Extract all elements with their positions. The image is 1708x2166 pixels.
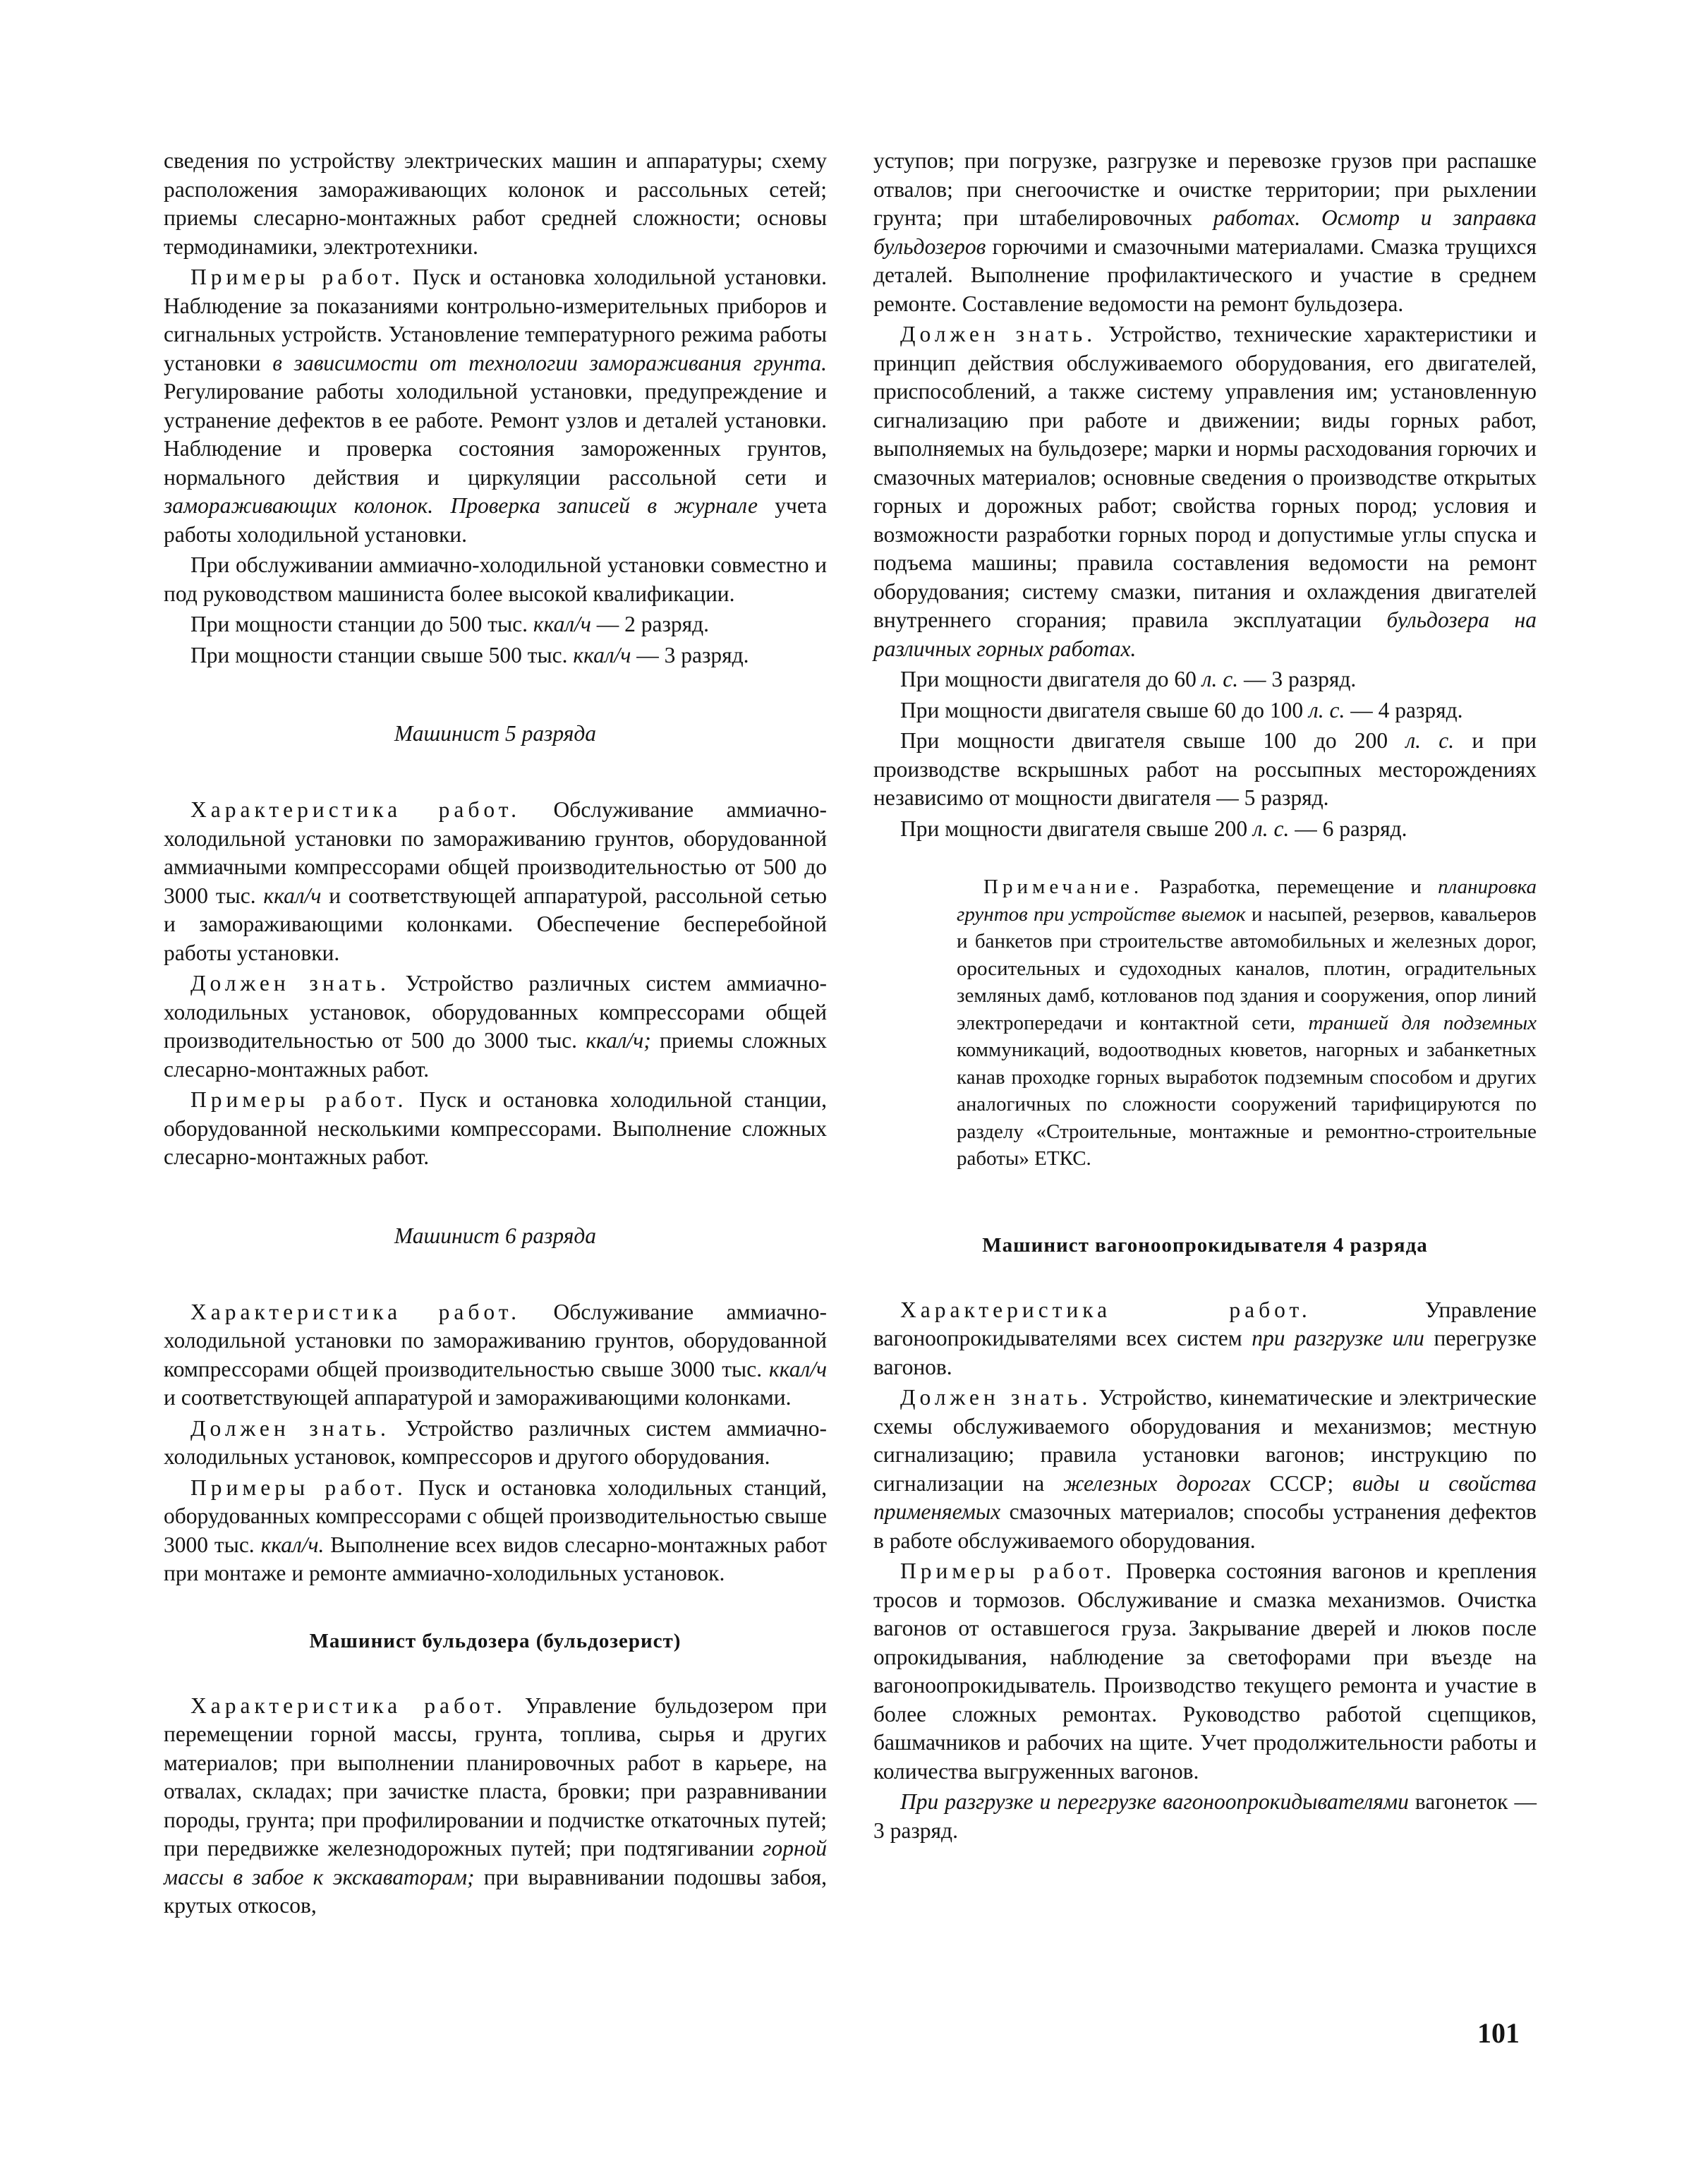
italic-text: железных дорогах <box>1063 1470 1251 1496</box>
paragraph <box>164 1474 827 1588</box>
paragraph <box>164 263 827 549</box>
lead-term: Примеры работ. <box>190 1087 408 1112</box>
lead-term: Характеристика работ. <box>190 797 521 822</box>
text: — 6 разряд. <box>1289 816 1407 841</box>
text: При мощности двигателя свыше 60 до 100 <box>900 697 1309 722</box>
unit: ккал/ч <box>573 642 631 667</box>
text: Регулирование работы холодильной установки, предупреждение и устранение дефектов в ее работе. Ремонт узлов и деталей установки. Наблюдение и проверка состояния замороженных грунтов, нормального действия и циркуляции рассольной сети и <box>164 379 827 490</box>
paragraph <box>164 969 827 1084</box>
unit: ккал/ч; <box>586 1028 651 1053</box>
unit: л. с. <box>1309 697 1345 722</box>
lead-term: Должен знать. <box>900 1385 1092 1410</box>
text: и насыпей, резервов, кавальеров и банкетов при строительстве автомобильных и железных дорог, оросительных и судоходных каналов, плотин, оградительных земляных дамб, котлованов под здания и сооружения, опор линий электропередачи и контактной сети, <box>957 902 1537 1034</box>
text: горючими и смазочными материалами. Смазка трущихся деталей. Выполнение профилактического и участие в среднем ремонте. Составление ведомости на ремонт бульдозера. <box>873 234 1537 316</box>
text: Устройство различных систем аммиачно-холодильных установок, компрессоров и другого оборудования. <box>164 1415 827 1469</box>
paragraph <box>164 1692 827 1920</box>
lead-term: Характеристика работ. <box>900 1297 1312 1322</box>
text: — 4 разряд. <box>1345 697 1463 722</box>
left-column <box>164 147 827 1923</box>
text: при выравнивании подошвы забоя, крутых откосов, <box>164 1864 827 1918</box>
text: Устройство, кинематические и электрические схемы обслуживаемого оборудования и механизмов; местную сигнализацию; правила установки вагонов; инструкцию по сигнализации на <box>873 1385 1537 1496</box>
text: При мощности станции до 500 тыс. <box>190 612 533 636</box>
text: Обслуживание аммиачно-холодильной установки по замораживанию грунтов, оборудованной аммиачными компрессорами общей производительностью от 500 до 3000 тыс. <box>164 797 827 908</box>
lead-term: Должен знать. <box>900 322 1097 346</box>
note-block <box>957 873 1537 1173</box>
lead-term: Должен знать. <box>190 971 390 996</box>
paragraph <box>164 796 827 967</box>
paragraph <box>164 641 827 670</box>
lead-term: Примеры работ. <box>900 1559 1116 1583</box>
text: и соответствующей аппаратурой, рассольной сетью и замораживающими колонками. Обеспечение бесперебойной работы установки. <box>164 883 827 965</box>
paragraph <box>164 1415 827 1472</box>
paragraph <box>873 1557 1537 1786</box>
unit: л. с. <box>1252 816 1290 841</box>
text: вагонеток — 3 разряд. <box>873 1789 1537 1843</box>
italic-text: в зависимости от технологии замораживания грунта. <box>272 350 828 375</box>
italic-text: бульдозера на различных горных работах. <box>873 607 1537 661</box>
section-heading: Машинист 6 разряда <box>394 1223 597 1248</box>
text: При мощности двигателя свыше 200 <box>900 816 1253 841</box>
paragraph <box>873 815 1537 844</box>
text: Устройство, технические характеристики и принцип действия обслуживаемого оборудования, его двигателей, приспособлений, а также систему управления им; установленную сигнализацию при работе и движении; виды горных работ, выполняемых на бульдозере; марки и нормы расходования горючих и смазочных материалов; основные сведения о производстве открытых горных и дорожных работ; свойства горных пород; условия и возможности разработки горных пород и допустимые углы спуска и подъема машины; правила составления ведомости на ремонт оборудования; систему смазки, питания и охлаждения двигателей внутреннего сгорания; правила эксплуатации <box>873 322 1537 632</box>
italic-text: траншей для подземных <box>1308 1011 1537 1034</box>
section-heading: Машинист вагоноопрокидывателя 4 разряда <box>982 1233 1428 1257</box>
unit: ккал/ч <box>769 1356 827 1381</box>
text: — 3 разряд. <box>1238 667 1357 691</box>
italic-text: работах. Осмотр и заправка бульдозеров <box>873 205 1537 259</box>
text: коммуникаций, водоотводных кюветов, нагорных и забанкетных канав проходке горных выработок подземным способом и других аналогичных по сложности сооружений тарифицируются по разделу «Строительные, монтажные и ремонтно-строительные работы» ЕТКС. <box>957 1039 1537 1170</box>
text: приемы сложных слесарно-монтажных работ. <box>164 1028 828 1082</box>
paragraph <box>873 320 1537 663</box>
paragraph <box>164 610 827 639</box>
lead-term: Характеристика работ. <box>190 1299 521 1324</box>
text: Проверка состояния вагонов и крепления тросов и тормозов. Обслуживание и смазка механизмов. Очистка вагонов от оставшегося груза. Закрывание дверей и люков после опрокидывания, наблюдение за светофорами при въезде на вагоноопрокидыватель. Производство текущего ремонта и участие в более сложных ремонтах. Руководство работой сцепщиков, башмачников и рабочих на щите. Учет продолжительности работы и количества выгруженных вагонов. <box>873 1559 1537 1784</box>
text: Устройство различных систем аммиачно-холодильных установок, оборудованных компрессорами общей производительностью от 500 до 3000 тыс. <box>164 971 827 1053</box>
unit: л. с. <box>1201 667 1239 691</box>
paragraph <box>873 1788 1537 1845</box>
text: Управление вагоноопрокидывателями всех систем <box>873 1297 1537 1350</box>
text: СССР; <box>1250 1470 1352 1496</box>
unit: ккал/ч. <box>260 1532 325 1557</box>
paragraph <box>164 1086 827 1172</box>
text: Пуск и остановка холодильной установки. Наблюдение за показаниями контрольно-измерительных приборов и сигнальных устройств. Установление температурного режима работы установки <box>164 265 827 375</box>
text: учета работы холодильной установки. <box>164 493 827 547</box>
text: Разработка, перемещение и <box>1143 876 1439 898</box>
paragraph <box>873 696 1537 725</box>
italic-text: замораживающих колонок. <box>164 493 434 518</box>
text: Выполнение всех видов слесарно-монтажных работ при монтаже и ремонте аммиачно-холодильных установок. <box>164 1532 827 1585</box>
text: смазочных материалов; способы устранения дефектов в работе обслуживаемого оборудования. <box>873 1499 1537 1553</box>
paragraph: При обслуживании аммиачно-холодильной установки совместно и под руководством машиниста более высокой квалификации. <box>164 552 827 606</box>
page-number: 101 <box>1477 2017 1520 2049</box>
lead-term: Должен знать. <box>190 1415 390 1441</box>
unit: ккал/ч <box>533 612 591 636</box>
italic-text: Проверка записей в журнале <box>450 493 758 518</box>
paragraph <box>164 1298 827 1412</box>
paragraph <box>873 147 1537 318</box>
text: Пуск и остановка холодильной станции, оборудованной несколькими компрессорами. Выполнение сложных слесарно-монтажных работ. <box>164 1087 827 1169</box>
text: Пуск и остановка холодильных станций, оборудованных компрессорами с общей производительностью свыше 3000 тыс. <box>164 1475 827 1557</box>
section-heading: Машинист бульдозера (бульдозерист) <box>309 1629 682 1652</box>
italic-text: планировка грунтов при устройстве выемок <box>957 876 1537 926</box>
lead-term: Примечание. <box>983 876 1144 898</box>
lead-term: Примеры работ. <box>190 1475 407 1500</box>
italic-text: горной массы в забое к экскаваторам; <box>164 1836 827 1889</box>
note-paragraph <box>957 873 1537 1173</box>
paragraph <box>873 665 1537 694</box>
paragraph <box>873 1384 1537 1555</box>
italic-text: виды и свойства применяемых <box>873 1470 1537 1524</box>
unit: ккал/ч <box>263 883 322 908</box>
text: При мощности станции свыше 500 тыс. <box>190 642 574 667</box>
right-column <box>873 147 1537 1847</box>
lead-term: Характеристика работ. <box>190 1693 507 1718</box>
text: и соответствующей аппаратурой и замораживающими колонками. <box>164 1385 792 1410</box>
text: Управление бульдозером при перемещении горной массы, грунта, топлива, сырья и других материалов; при выполнении планировочных работ в карьере, на отвалах, складах; при зачистке пласта, бровки; при разравнивании породы, грунта; при профилировании и подчистке откаточных путей; при передвижке железнодорожных путей; при подтягивании <box>164 1693 827 1861</box>
paragraph <box>873 1296 1537 1382</box>
italic-text: При разгрузке и перегрузке вагоноопрокидывателями <box>900 1789 1409 1814</box>
text: уступов; при погрузке, разгрузке и перевозке грузов при распашке отвалов; при снегоочистке и очистке территории; при рыхлении грунта; при штабелировочных <box>873 148 1537 230</box>
text <box>433 493 450 518</box>
text: При мощности двигателя до 60 <box>900 667 1202 691</box>
text: перегрузке вагонов. <box>873 1326 1537 1379</box>
text: — 2 разряд. <box>590 612 710 636</box>
paragraph: сведения по устройству электрических машин и аппаратуры; схему расположения замораживающих колонок и рассольных сетей; приемы слесарно-монтажных работ средней сложности; основы термодинамики, электротехники. <box>164 148 827 259</box>
text: Обслуживание аммиачно-холодильной установки по замораживанию грунтов, оборудованной компрессорами общей производительностью свыше 3000 тыс. <box>164 1299 827 1381</box>
text: При мощности двигателя свыше 100 до 200 <box>900 728 1406 753</box>
text: — 3 разряд. <box>631 642 749 667</box>
text: и при производстве вскрышных работ на россыпных месторождениях независимо от мощности двигателя — 5 разряд. <box>873 728 1537 810</box>
section-heading: Машинист 5 разряда <box>394 721 597 746</box>
paragraph <box>873 727 1537 813</box>
unit: л. с. <box>1405 728 1455 753</box>
italic-text: при разгрузке или <box>1252 1326 1424 1350</box>
lead-term: Примеры работ. <box>190 265 404 289</box>
